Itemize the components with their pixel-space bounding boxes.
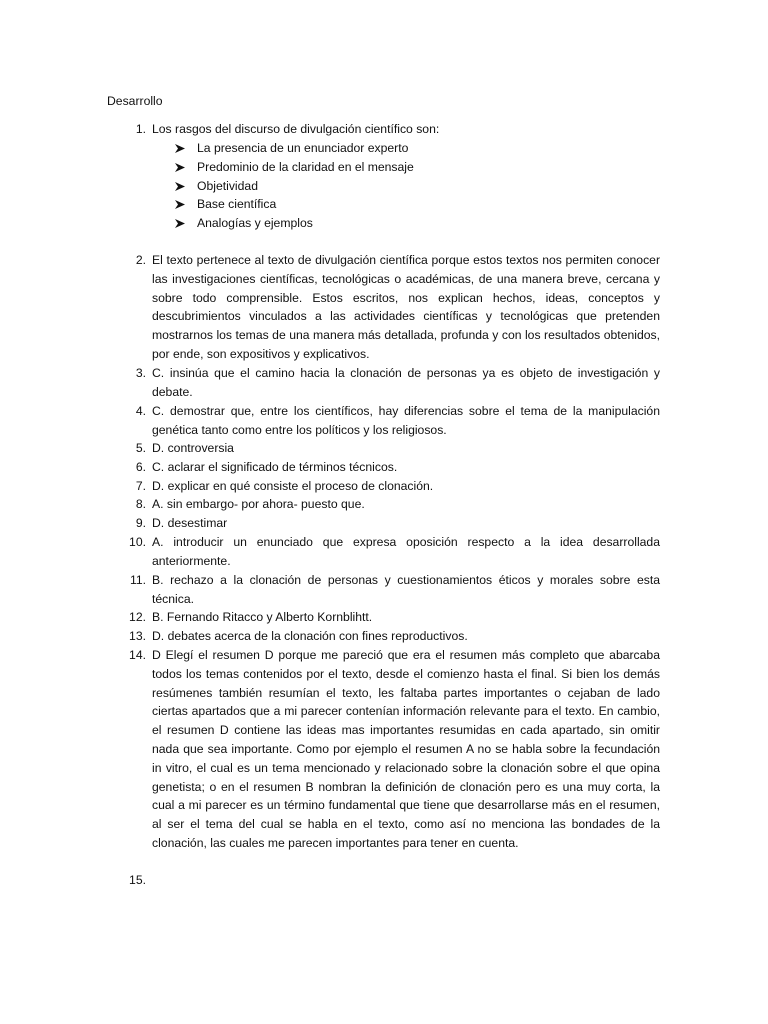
item-number: 15.: [129, 873, 146, 887]
arrow-bullet-icon: [175, 163, 185, 172]
item-number: 6.: [135, 460, 146, 474]
item-number: 2.: [135, 253, 146, 267]
item-text: B. Fernando Ritacco y Alberto Kornblihtt.: [152, 610, 373, 624]
item-text: Los rasgos del discurso de divulgación científico son:: [152, 122, 440, 136]
arrow-bullet-icon: [175, 219, 185, 228]
item-text: El texto pertenece al texto de divulgación científica porque estos textos nos permiten conocer las investigaciones científicas, tecnológicas o académicas, de una manera breve, cercana y sobre todo comprensible. Estos escritos, nos explican hechos, ideas, conceptos y descubrimientos vinculados a las actividades científicas y tecnológicas que pretenden mostrarnos los temas de una manera más detallada, profunda y con los resultados obtenidos, por ende, son expositivos y explicativos.: [152, 253, 660, 361]
bullet-text: La presencia de un enunciador experto: [197, 141, 409, 155]
item-text: D. desestimar: [152, 516, 228, 530]
item-number: 7.: [135, 479, 146, 493]
item-text: A. introducir un enunciado que expresa oposición respecto a la idea desarrollada anteriormente.: [152, 535, 660, 568]
item-number: 3.: [135, 366, 146, 380]
arrow-bullet-icon: [175, 200, 185, 209]
item-number: 10.: [129, 535, 146, 549]
item-text: A. sin embargo- por ahora- puesto que.: [152, 497, 365, 511]
item-text: D. debates acerca de la clonación con fines reproductivos.: [152, 629, 468, 643]
item-number: 9.: [135, 516, 146, 530]
bullet-text: Base científica: [197, 197, 277, 212]
arrow-bullet-icon: [175, 182, 185, 191]
item-text: C. insinúa que el camino hacia la clonación de personas ya es objeto de investigación y debate.: [152, 366, 660, 399]
item-text: D. controversia: [152, 441, 234, 455]
item-text: B. rechazo a la clonación de personas y cuestionamientos éticos y morales sobre esta técnica.: [152, 573, 660, 606]
item-number: 5.: [135, 441, 146, 455]
item-number: 12.: [129, 610, 146, 624]
item-number: 4.: [135, 404, 146, 418]
item-text: C. aclarar el significado de términos técnicos.: [152, 460, 398, 474]
arrow-bullet-icon: [175, 144, 185, 153]
section-heading: Desarrollo: [107, 94, 163, 108]
bullet-text: Predominio de la claridad en el mensaje: [197, 159, 414, 174]
item-number: 14.: [129, 648, 146, 662]
item-number: 13.: [129, 629, 146, 643]
bullet-text: Analogías y ejemplos: [197, 216, 313, 231]
item-text: D. explicar en qué consiste el proceso de clonación.: [152, 479, 434, 493]
item-number: 1.: [135, 122, 146, 136]
item-text: C. demostrar que, entre los científicos, hay diferencias sobre el tema de la manipulación genética tanto como entre los políticos y los religiosos.: [152, 404, 660, 437]
bullet-text: Objetividad: [197, 178, 258, 193]
item-number: 11.: [129, 573, 146, 587]
item-number: 8.: [135, 497, 146, 511]
item-text: D Elegí el resumen D porque me pareció que era el resumen más completo que abarcaba todos los temas contenidos por el texto, desde el comienzo hasta el final. Si bien los demás resúmenes también resumían el texto, les faltaba partes importantes o cejaban de lado ciertas apartados que a mi parecer contenían información relevante para el texto. En cambio, el resumen D contiene las ideas mas importantes resumidas en cada apartado, sin omitir nada que sea importante. Como por ejemplo el resumen A no se habla sobre la fecundación in vitro, el cual es un tema mencionado y relacionado sobre la clonación sobre el que opina genetista; o en el resumen B nombran la definición de clonación pero es una muy corta, la cual a mi parecer es un término fundamental que tiene que desarrollarse más en el resumen, al ser el tema del cual se habla en el texto, como así no menciona las bondades de la clonación, las cuales me parecen importantes para tener en cuenta.: [152, 648, 660, 850]
